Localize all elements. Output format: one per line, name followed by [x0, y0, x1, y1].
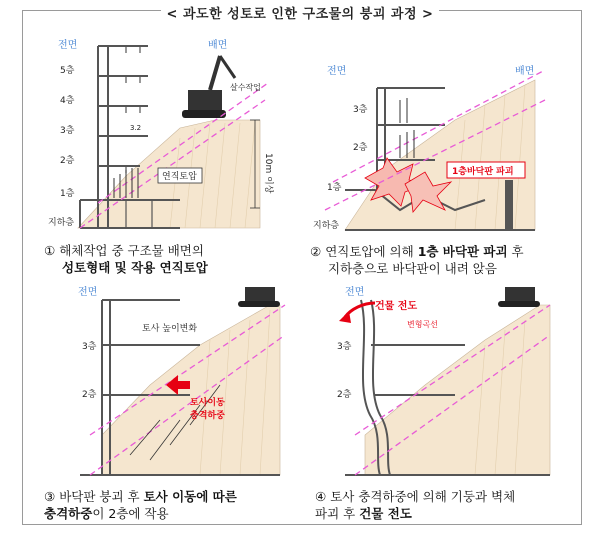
- soil-backfill: [365, 305, 550, 475]
- floor-label-3: 3층: [337, 342, 352, 352]
- excavator-icon: [238, 287, 280, 307]
- floor-label-3: 3층: [60, 126, 75, 136]
- water-label: 살수작업: [230, 83, 261, 92]
- caption-4: [315, 488, 515, 522]
- caption-2-part3: 후: [507, 244, 524, 259]
- caption-2-num: ②: [310, 244, 322, 259]
- floor-label-2: 2층: [353, 143, 368, 153]
- overturn-arrowhead: [339, 311, 351, 323]
- caption-3-part1: 바닥판 붕괴 후: [59, 489, 144, 504]
- front-label: 전면: [78, 287, 98, 298]
- overturn-label: 건물 전도: [375, 301, 418, 312]
- front-label: 전면: [327, 66, 347, 77]
- impact-label: 충격하중: [190, 411, 225, 421]
- caption-1-line2: 성토형태 및 작용 연직토압: [62, 260, 208, 275]
- pressure-label: 연직토압: [162, 172, 197, 182]
- deform-label: 변형곡선: [407, 320, 438, 329]
- panel-1-diagram: [30, 28, 298, 238]
- panel-3-diagram: [40, 285, 290, 485]
- panel-2-diagram: [305, 60, 560, 240]
- soil-move-label: 토사이동: [190, 398, 225, 408]
- panel-4-diagram: [315, 285, 555, 485]
- floor-label-2: 2층: [337, 390, 352, 400]
- figure-title: [0, 3, 600, 22]
- floor-label-3: 3층: [82, 342, 97, 352]
- caption-3-line2-rest: 이 2층에 작용: [92, 506, 169, 521]
- floor-label-b: 지하층: [313, 221, 340, 231]
- back-label: 배면: [515, 66, 535, 77]
- title-text: < 과도한 성토로 인한 구조물의 붕괴 과정 >: [161, 7, 440, 22]
- dim-label: 3.2: [130, 124, 142, 132]
- caption-4-num: ④: [315, 489, 327, 504]
- caption-3: [44, 488, 237, 522]
- height-change-label: 토사 높이변화: [142, 324, 198, 334]
- floor-label-5: 5층: [60, 66, 75, 76]
- front-label: 전면: [58, 40, 78, 51]
- floor-label-1: 1층: [327, 183, 342, 193]
- caption-4-bold: 건물 전도: [359, 506, 412, 521]
- caption-1-num: ①: [44, 243, 56, 258]
- front-label: 전면: [345, 287, 365, 298]
- caption-1-line1: 해체작업 중 구조물 배면의: [59, 243, 204, 258]
- caption-2-line2: 지하층으로 바닥판이 내려 앉음: [328, 261, 497, 276]
- excavator-icon: [498, 287, 540, 307]
- caption-2-bold: 1층 바닥판 파괴: [417, 244, 508, 259]
- caption-4-part1: 파괴 후: [315, 506, 360, 521]
- height-label: 10m 이상: [263, 153, 273, 194]
- floor-label-2: 2층: [60, 156, 75, 166]
- floor-label-2: 2층: [82, 390, 97, 400]
- pressure-arrows: [400, 98, 414, 158]
- floor-label-3: 3층: [353, 105, 368, 115]
- caption-3-line2-bold: 충격하중: [44, 506, 93, 521]
- support-column: [505, 180, 513, 230]
- back-label: 배면: [208, 40, 228, 51]
- caption-2-part1: 연직토압에 의해: [325, 244, 418, 259]
- floor-label-b: 지하층: [48, 218, 75, 228]
- collapse-label: 1층바닥판 파괴: [452, 167, 514, 177]
- caption-4-line1: 토사 충격하중에 의해 기둥과 벽체: [330, 489, 516, 504]
- excavator-icon: [182, 56, 235, 118]
- caption-1: [44, 242, 208, 276]
- floor-label-4: 4층: [60, 96, 75, 106]
- caption-2: [310, 243, 524, 277]
- caption-3-bold: 토사 이동에 따른: [143, 489, 237, 504]
- floor-label-1: 1층: [60, 189, 75, 199]
- building-frame: [80, 46, 180, 228]
- caption-3-num: ③: [44, 489, 56, 504]
